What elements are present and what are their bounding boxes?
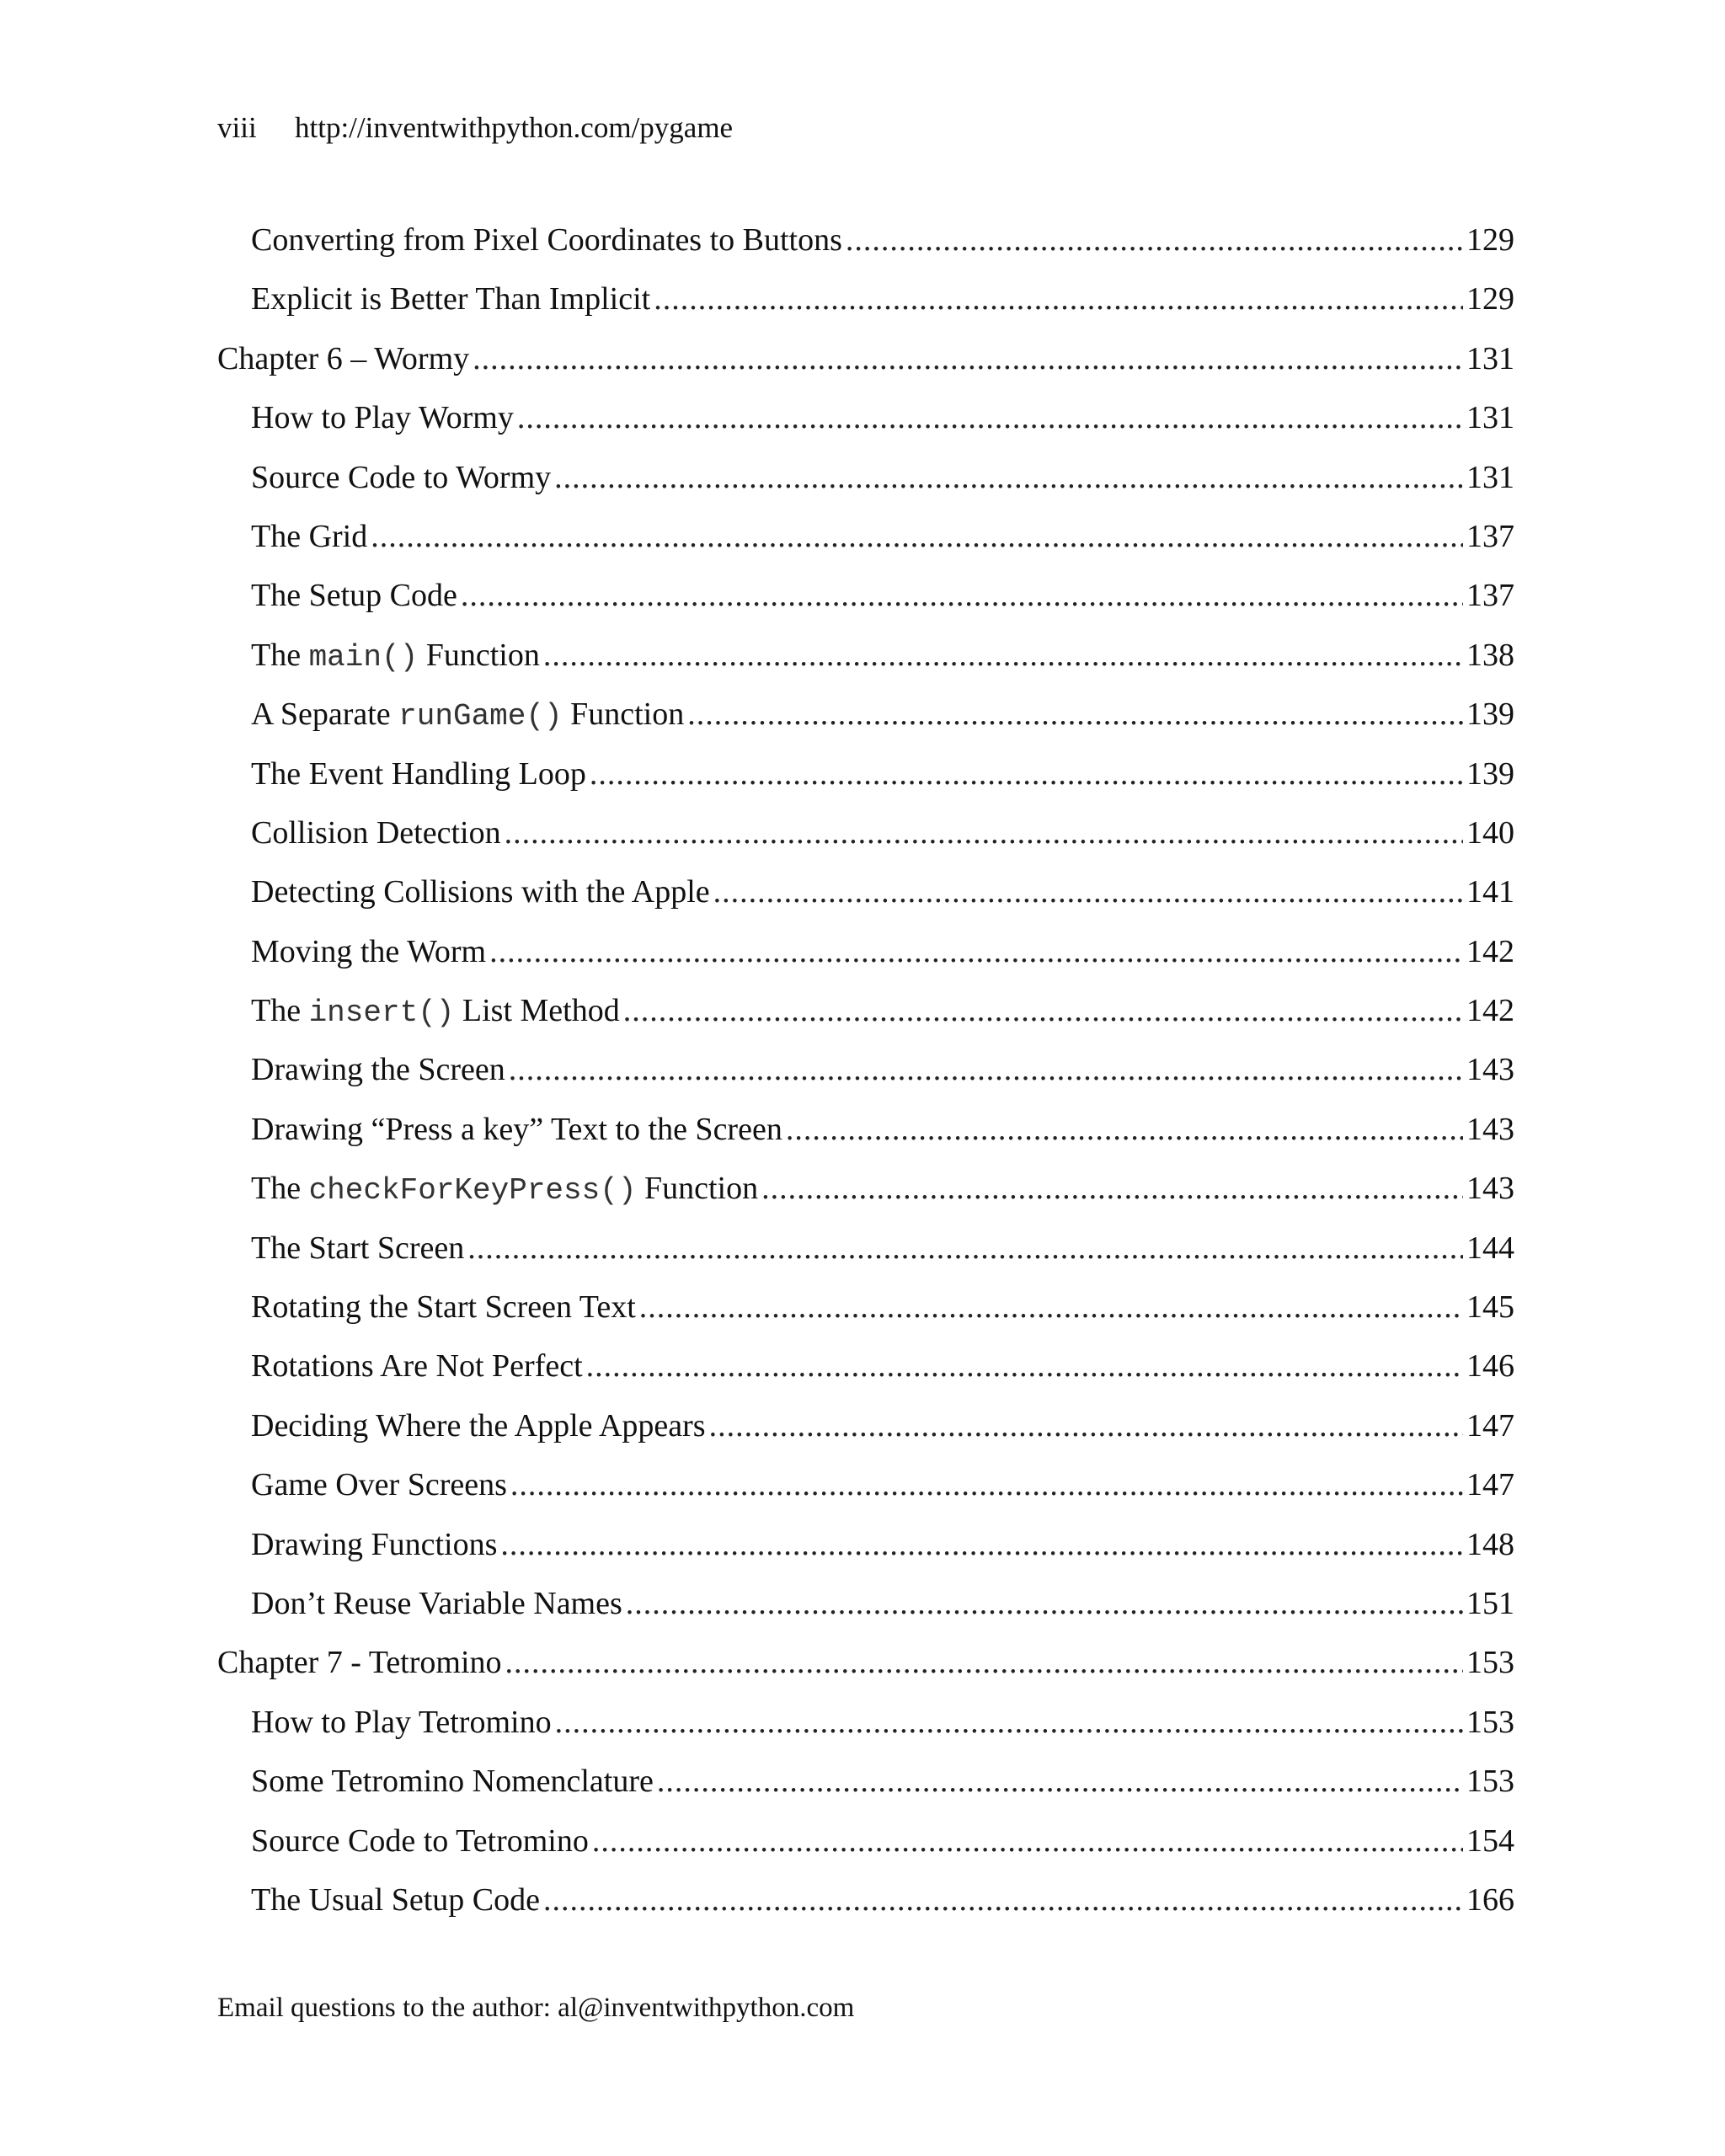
dot-leader	[623, 981, 1463, 1040]
toc-page-number: 166	[1466, 1881, 1514, 1918]
toc-entry-title	[251, 626, 540, 687]
toc-entry-text: Converting from Pixel Coordinates to Buttons	[251, 222, 842, 258]
toc-entry-title	[251, 1870, 540, 1929]
toc-section-entry	[217, 1455, 1514, 1514]
toc-entry-title	[251, 1100, 782, 1159]
toc-entry-title	[251, 922, 486, 981]
toc-entry-text-suffix: Function	[418, 637, 540, 673]
toc-page-number: 146	[1466, 1348, 1514, 1385]
toc-section-entry	[217, 448, 1514, 507]
toc-section-entry	[217, 507, 1514, 566]
toc-section-entry	[217, 744, 1514, 803]
toc-page-number: 141	[1466, 874, 1514, 910]
toc-entry-title	[251, 270, 650, 328]
toc-entry-code: runGame()	[398, 699, 563, 734]
toc-entry-text: The Usual Setup Code	[251, 1881, 541, 1918]
toc-entry-title	[251, 1040, 505, 1099]
table-of-contents	[217, 211, 1514, 1929]
dot-leader	[626, 1574, 1463, 1633]
toc-entry-text: Rotations Are Not Perfect	[251, 1348, 583, 1385]
toc-entry-text: Game Over Screens	[251, 1467, 507, 1503]
toc-section-entry	[217, 1040, 1514, 1099]
toc-entry-text: Rotating the Start Screen Text	[251, 1289, 636, 1326]
dot-leader	[473, 329, 1463, 388]
dot-leader	[467, 1219, 1463, 1278]
toc-entry-title	[251, 388, 514, 447]
toc-section-entry	[217, 922, 1514, 981]
toc-section-entry	[217, 566, 1514, 625]
header-url: http://inventwithpython.com/pygame	[295, 111, 734, 144]
page-footer: Email questions to the author: al@inventwithpython.com	[217, 1993, 855, 2023]
dot-leader	[500, 1515, 1463, 1574]
toc-page-number: 153	[1466, 1704, 1514, 1740]
toc-chapter-entry	[217, 329, 1514, 388]
toc-entry-title	[251, 1812, 589, 1870]
dot-leader	[709, 1396, 1463, 1455]
toc-section-entry	[217, 1574, 1514, 1633]
toc-section-entry	[217, 1693, 1514, 1752]
toc-section-entry	[217, 1870, 1514, 1929]
toc-page-number: 131	[1466, 400, 1514, 436]
toc-entry-text: Drawing the Screen	[251, 1052, 505, 1088]
toc-page-number: 153	[1466, 1645, 1514, 1681]
dot-leader	[590, 744, 1463, 803]
toc-entry-text: The Start Screen	[251, 1230, 465, 1266]
dot-leader	[761, 1159, 1463, 1218]
toc-section-entry	[217, 211, 1514, 270]
toc-entry-text: The	[251, 1171, 309, 1207]
toc-entry-title	[251, 1752, 654, 1811]
toc-page-number: 142	[1466, 933, 1514, 969]
toc-entry-title	[251, 1455, 507, 1514]
toc-entry-title	[251, 1515, 497, 1574]
toc-page-number: 143	[1466, 1052, 1514, 1088]
toc-entry-title	[251, 685, 684, 746]
toc-entry-text: How to Play Tetromino	[251, 1704, 552, 1740]
dot-leader	[654, 270, 1463, 328]
toc-section-entry	[217, 1337, 1514, 1396]
toc-page-number: 138	[1466, 637, 1514, 673]
toc-entry-title	[251, 1219, 464, 1278]
toc-page-number: 147	[1466, 1467, 1514, 1503]
toc-page-number: 139	[1466, 755, 1514, 792]
toc-page-number: 143	[1466, 1171, 1514, 1207]
toc-page-number: 131	[1466, 340, 1514, 376]
toc-page-number: 131	[1466, 459, 1514, 495]
toc-entry-text: Explicit is Better Than Implicit	[251, 281, 651, 318]
toc-section-entry	[217, 1396, 1514, 1455]
toc-entry-text: Some Tetromino Nomenclature	[251, 1764, 654, 1800]
toc-entry-title	[251, 507, 367, 566]
toc-section-entry	[217, 685, 1514, 744]
toc-page-number: 137	[1466, 518, 1514, 554]
toc-section-entry	[217, 981, 1514, 1040]
dot-leader	[592, 1812, 1463, 1870]
toc-entry-text-suffix: Function	[562, 696, 685, 733]
toc-entry-code: main()	[308, 639, 419, 675]
toc-section-entry	[217, 1278, 1514, 1337]
toc-entry-title	[251, 1693, 552, 1752]
toc-entry-text: Drawing “Press a key” Text to the Screen	[251, 1111, 782, 1147]
dot-leader	[461, 566, 1463, 625]
toc-entry-text: The Setup Code	[251, 578, 457, 614]
toc-page-number: 151	[1466, 1585, 1514, 1621]
toc-page-number: 147	[1466, 1407, 1514, 1444]
dot-leader	[657, 1752, 1463, 1811]
toc-chapter-entry	[217, 1633, 1514, 1692]
toc-entry-title	[251, 981, 620, 1043]
toc-entry-text: Source Code to Tetromino	[251, 1822, 589, 1859]
toc-page-number: 139	[1466, 696, 1514, 733]
dot-leader	[489, 922, 1463, 981]
toc-entry-title	[217, 329, 469, 388]
toc-page-number: 129	[1466, 222, 1514, 258]
toc-section-entry	[217, 1515, 1514, 1574]
toc-page-number: 142	[1466, 993, 1514, 1029]
dot-leader	[687, 685, 1463, 744]
dot-leader	[543, 626, 1463, 685]
toc-section-entry	[217, 862, 1514, 921]
dot-leader	[543, 1870, 1463, 1929]
toc-entry-text: Drawing Functions	[251, 1526, 498, 1562]
toc-entry-title	[251, 803, 501, 862]
toc-page-number: 153	[1466, 1764, 1514, 1800]
toc-entry-title	[251, 566, 457, 625]
toc-section-entry	[217, 1219, 1514, 1278]
toc-entry-title	[251, 744, 586, 803]
toc-entry-text: The Grid	[251, 518, 368, 554]
toc-entry-text: How to Play Wormy	[251, 400, 514, 436]
dot-leader	[510, 1455, 1463, 1514]
dot-leader	[555, 1693, 1463, 1752]
dot-leader	[509, 1040, 1463, 1099]
toc-section-entry	[217, 626, 1514, 685]
toc-page-number: 137	[1466, 578, 1514, 614]
toc-page-number: 144	[1466, 1230, 1514, 1266]
toc-page-number: 145	[1466, 1289, 1514, 1326]
toc-page-number: 143	[1466, 1111, 1514, 1147]
dot-leader	[371, 507, 1463, 566]
toc-entry-title	[251, 1396, 706, 1455]
dot-leader	[517, 388, 1463, 447]
toc-entry-text: The Event Handling Loop	[251, 755, 586, 792]
dot-leader	[505, 803, 1463, 862]
toc-entry-title	[251, 211, 842, 270]
toc-entry-title	[251, 1159, 758, 1220]
toc-entry-text: The	[251, 637, 309, 673]
toc-entry-text: Collision Detection	[251, 814, 501, 851]
toc-entry-title	[251, 862, 710, 921]
toc-entry-text: A Separate	[251, 696, 399, 733]
toc-entry-title	[251, 448, 551, 507]
dot-leader	[505, 1633, 1463, 1692]
toc-entry-text: Source Code to Wormy	[251, 459, 552, 495]
toc-page-number: 148	[1466, 1526, 1514, 1562]
page-number: viii	[217, 111, 257, 144]
toc-entry-title	[251, 1278, 636, 1337]
toc-entry-text: Deciding Where the Apple Appears	[251, 1407, 706, 1444]
toc-entry-text-suffix: List Method	[454, 993, 620, 1029]
toc-entry-text: Detecting Collisions with the Apple	[251, 874, 710, 910]
toc-page-number: 140	[1466, 814, 1514, 851]
toc-entry-title	[251, 1337, 583, 1396]
dot-leader	[713, 862, 1463, 921]
page-header	[217, 108, 733, 148]
toc-page-number: 154	[1466, 1822, 1514, 1859]
toc-section-entry	[217, 1812, 1514, 1870]
toc-entry-text: Chapter 6 – Wormy	[217, 340, 470, 376]
toc-section-entry	[217, 388, 1514, 447]
toc-section-entry	[217, 803, 1514, 862]
toc-entry-title	[251, 1574, 622, 1633]
dot-leader	[639, 1278, 1463, 1337]
toc-entry-text-suffix: Function	[636, 1171, 759, 1207]
toc-page-number: 129	[1466, 281, 1514, 318]
dot-leader	[586, 1337, 1463, 1396]
toc-section-entry	[217, 1100, 1514, 1159]
dot-leader	[554, 448, 1463, 507]
toc-entry-text: Moving the Worm	[251, 933, 487, 969]
dot-leader	[846, 211, 1463, 270]
toc-entry-text: Don’t Reuse Variable Names	[251, 1585, 622, 1621]
toc-section-entry	[217, 1159, 1514, 1218]
toc-entry-code: checkForKeyPress()	[308, 1173, 637, 1209]
toc-entry-text: Chapter 7 - Tetromino	[217, 1645, 502, 1681]
toc-entry-text: The	[251, 993, 309, 1029]
dot-leader	[786, 1100, 1463, 1159]
toc-section-entry	[217, 270, 1514, 328]
toc-entry-title	[217, 1633, 502, 1692]
toc-section-entry	[217, 1752, 1514, 1811]
toc-entry-code: insert()	[308, 995, 455, 1031]
